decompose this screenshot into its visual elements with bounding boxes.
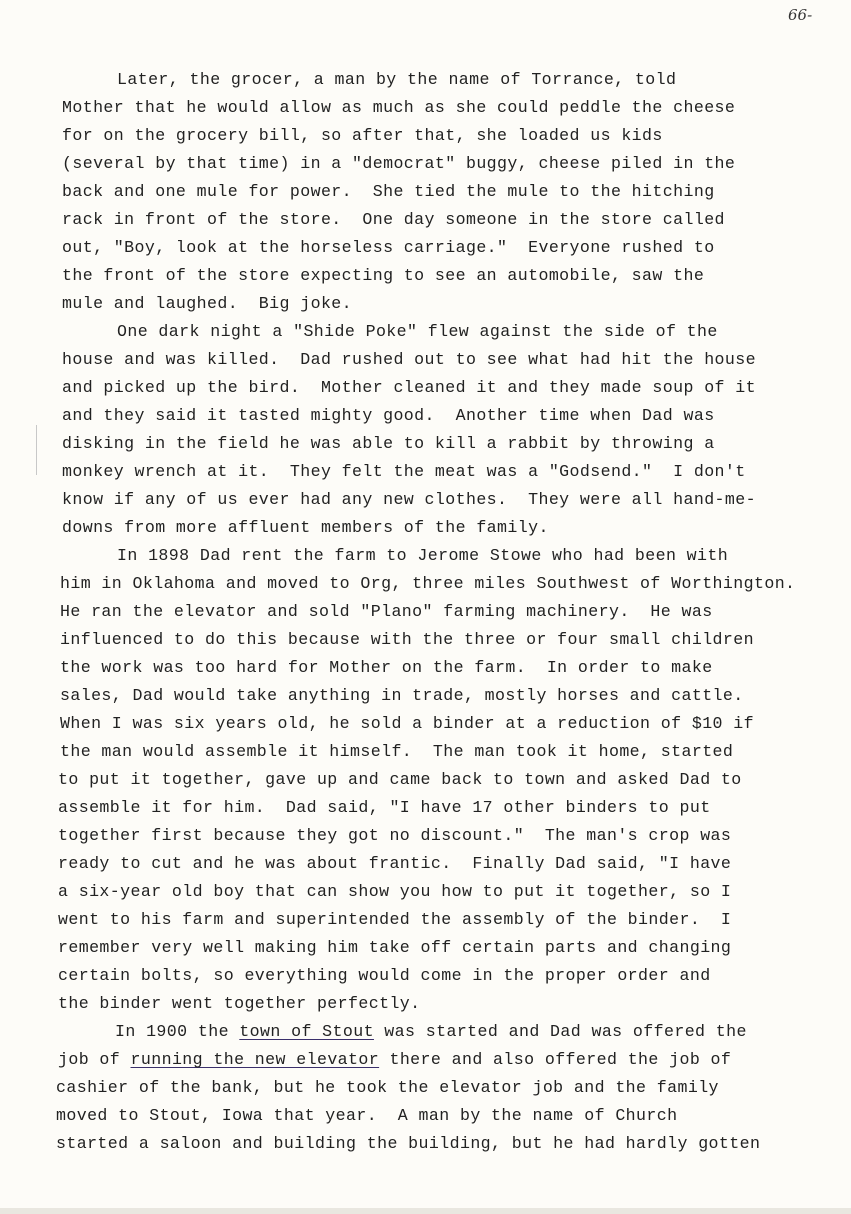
text-line: He ran the elevator and sold "Plano" farming machinery. He was xyxy=(60,602,713,621)
text-line: together first because they got no discount." The man's crop was xyxy=(58,826,732,845)
text-line: In 1898 Dad rent the farm to Jerome Stowe who had been with xyxy=(117,546,729,565)
text-line: One dark night a "Shide Poke" flew against the side of the xyxy=(117,322,718,341)
text-segment: was started and Dad was offered the xyxy=(373,1022,747,1041)
text-line: to put it together, gave up and came back to town and asked Dad to xyxy=(58,770,742,789)
text-line: mule and laughed. Big joke. xyxy=(62,294,353,313)
text-line: back and one mule for power. She tied the mule to the hitching xyxy=(62,182,715,201)
text-line: remember very well making him take off certain parts and changing xyxy=(58,938,732,957)
text-line: disking in the field he was able to kill a rabbit by throwing a xyxy=(62,434,715,453)
text-line: Later, the grocer, a man by the name of Torrance, told xyxy=(117,70,677,89)
text-line xyxy=(115,1022,747,1042)
text-line: the man would assemble it himself. The man took it home, started xyxy=(60,742,734,761)
text-line: and picked up the bird. Mother cleaned it and they made soup of it xyxy=(62,378,756,397)
text-line: a six-year old boy that can show you how to put it together, so I xyxy=(58,882,732,901)
text-line: cashier of the bank, but he took the elevator job and the family xyxy=(56,1078,719,1097)
text-line: the work was too hard for Mother on the farm. In order to make xyxy=(60,658,713,677)
text-line: influenced to do this because with the three or four small children xyxy=(60,630,754,649)
text-line: went to his farm and superintended the assembly of the binder. I xyxy=(58,910,732,929)
text-line: moved to Stout, Iowa that year. A man by the name of Church xyxy=(56,1106,678,1125)
underlined-phrase: running the new elevator xyxy=(130,1050,380,1069)
underlined-phrase: town of Stout xyxy=(239,1022,374,1041)
text-line: rack in front of the store. One day someone in the store called xyxy=(62,210,725,229)
text-line: monkey wrench at it. They felt the meat was a "Godsend." I don't xyxy=(62,462,746,481)
text-line: him in Oklahoma and moved to Org, three miles Southwest of Worthington. xyxy=(60,574,796,593)
text-line xyxy=(58,1050,731,1070)
text-segment: there and also offered the job of xyxy=(379,1050,732,1069)
page-number: 66- xyxy=(788,6,813,24)
text-line: out, "Boy, look at the horseless carriage." Everyone rushed to xyxy=(62,238,715,257)
text-line: know if any of us ever had any new clothes. They were all hand-me- xyxy=(62,490,756,509)
page-bottom-edge xyxy=(0,1208,851,1214)
text-line: sales, Dad would take anything in trade, mostly horses and cattle. xyxy=(60,686,744,705)
text-line: for on the grocery bill, so after that, she loaded us kids xyxy=(62,126,663,145)
text-segment: job of xyxy=(58,1050,131,1069)
text-line: assemble it for him. Dad said, "I have 17 other binders to put xyxy=(58,798,711,817)
text-line: (several by that time) in a "democrat" buggy, cheese piled in the xyxy=(62,154,736,173)
text-line: the binder went together perfectly. xyxy=(58,994,421,1013)
text-line: the front of the store expecting to see an automobile, saw the xyxy=(62,266,705,285)
text-line: downs from more affluent members of the family. xyxy=(62,518,549,537)
text-line: started a saloon and building the building, but he had hardly gotten xyxy=(56,1134,761,1153)
text-line: certain bolts, so everything would come in the proper order and xyxy=(58,966,711,985)
text-line: house and was killed. Dad rushed out to see what had hit the house xyxy=(62,350,756,369)
margin-mark xyxy=(36,425,37,475)
text-segment: In 1900 the xyxy=(115,1022,240,1041)
text-line: Mother that he would allow as much as she could peddle the cheese xyxy=(62,98,736,117)
text-line: and they said it tasted mighty good. Another time when Dad was xyxy=(62,406,715,425)
text-line: When I was six years old, he sold a binder at a reduction of $10 if xyxy=(60,714,754,733)
text-line: ready to cut and he was about frantic. Finally Dad said, "I have xyxy=(58,854,732,873)
